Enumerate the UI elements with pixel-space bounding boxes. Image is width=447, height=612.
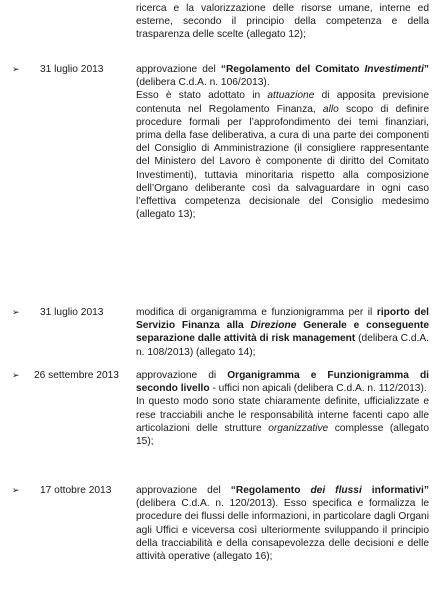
entry-bold-run: ” [423,64,429,75]
entry-date: 26 settembre 2013 [34,370,119,381]
entry-text-run: In questo modo sono state chiaramente definite, ufficializzate e rese tracciabili anche le responsabilità interne facenti capo alle articolazioni delle strutture [136,396,429,434]
entry-text-run: (delibera C.d.A. n. 106/2013). [136,77,270,89]
entry-text-run: di apposita previsione contenuta nel Regolamento Finanza, [136,90,429,115]
entry-paragraph [136,395,429,448]
entry-text [136,484,429,563]
entry-bold-italic-run: Direzione [250,320,297,332]
entry-text-run: approvazione del [136,64,221,75]
entry-date: 17 ottobre 2013 [40,485,112,496]
entry-text-run: complesse (allegato 15); [136,422,429,448]
entry-paragraph [136,484,429,563]
arrow-bullet-icon: ➢ [12,370,20,380]
entry-bold-run: Organigramma e Funzionigramma di secondo livello [136,370,429,395]
entry-paragraph [136,306,429,359]
entry-bold-run: informativi” [361,485,429,496]
entry-bold-italic-run: Investimenti [364,64,424,75]
entry-paragraph [136,63,429,89]
entry-paragraph [136,89,429,221]
entry-italic-run: allo [322,103,339,115]
entry-bold-run: “Regolamento del Comitato [220,64,360,75]
entry-italic-run: organizzative [268,422,329,434]
arrow-bullet-icon: ➢ [12,64,20,74]
entry-date: 31 luglio 2013 [40,64,104,75]
entry-text-run: (delibera C.d.A. n. 120/2013). Esso specifica e formalizza le procedure dei flussi delle informazioni, in particolare dagli Organi agli Uffici e viceversa così ulteriormente sviluppando il principio della tracciabilità e della consapevolezza delle decisioni e delle attività operative (allegato 16); [136,498,429,563]
entry-paragraph [136,369,429,395]
entry-text-run: modifica di organigramma e funzionigramma per il [136,307,377,318]
arrow-bullet-icon: ➢ [12,485,20,495]
entry-text-run: approvazione di [136,370,228,381]
entry-text-run: - uffici non apicali (delibera C.d.A. n. 112/2013). [209,383,427,395]
entry-italic-run: attuazione [267,90,315,102]
entry-bold-italic-run: dei flussi [310,485,362,496]
entry-bold-run: riporto del Servizio Finanza alla [136,307,429,332]
entry-bold-run: Generale e conseguente separazione dalle attività di risk management [136,320,429,345]
entry-text-run: approvazione del [136,485,231,496]
continuation-text: ricerca e la valorizzazione delle risorse umane, interne ed esterne, secondo il principio della competenza e della trasparenza delle scelte (allegato 12); [136,3,429,41]
entry-text-run: Esso è stato adottato in [136,90,268,102]
entry-bold-run: “Regolamento [230,485,311,496]
arrow-bullet-icon: ➢ [12,307,20,317]
entry-text [136,306,429,359]
entry-text [136,63,429,221]
entry-text [136,369,429,448]
entry-date: 31 luglio 2013 [40,307,104,318]
entry-text-run: scopo di definire procedure formali per l’approfondimento dei temi finanziari, prima della fase deliberativa, a cura di una parte dei componenti del Consiglio di Amministrazione (il consigliere rappresentante del Ministero del Lavoro è componente di diritto del Comitato Investimenti), tuttavia minoritaria rispetto alla composizione dell’Organo deliberante così da salvaguardare in ogni caso l’effettiva competenza decisionale del Consiglio medesimo (allegato 13); [136,103,429,221]
entry-text-run: (delibera C.d.A. n. 108/2013) (allegato 14); [136,333,429,358]
